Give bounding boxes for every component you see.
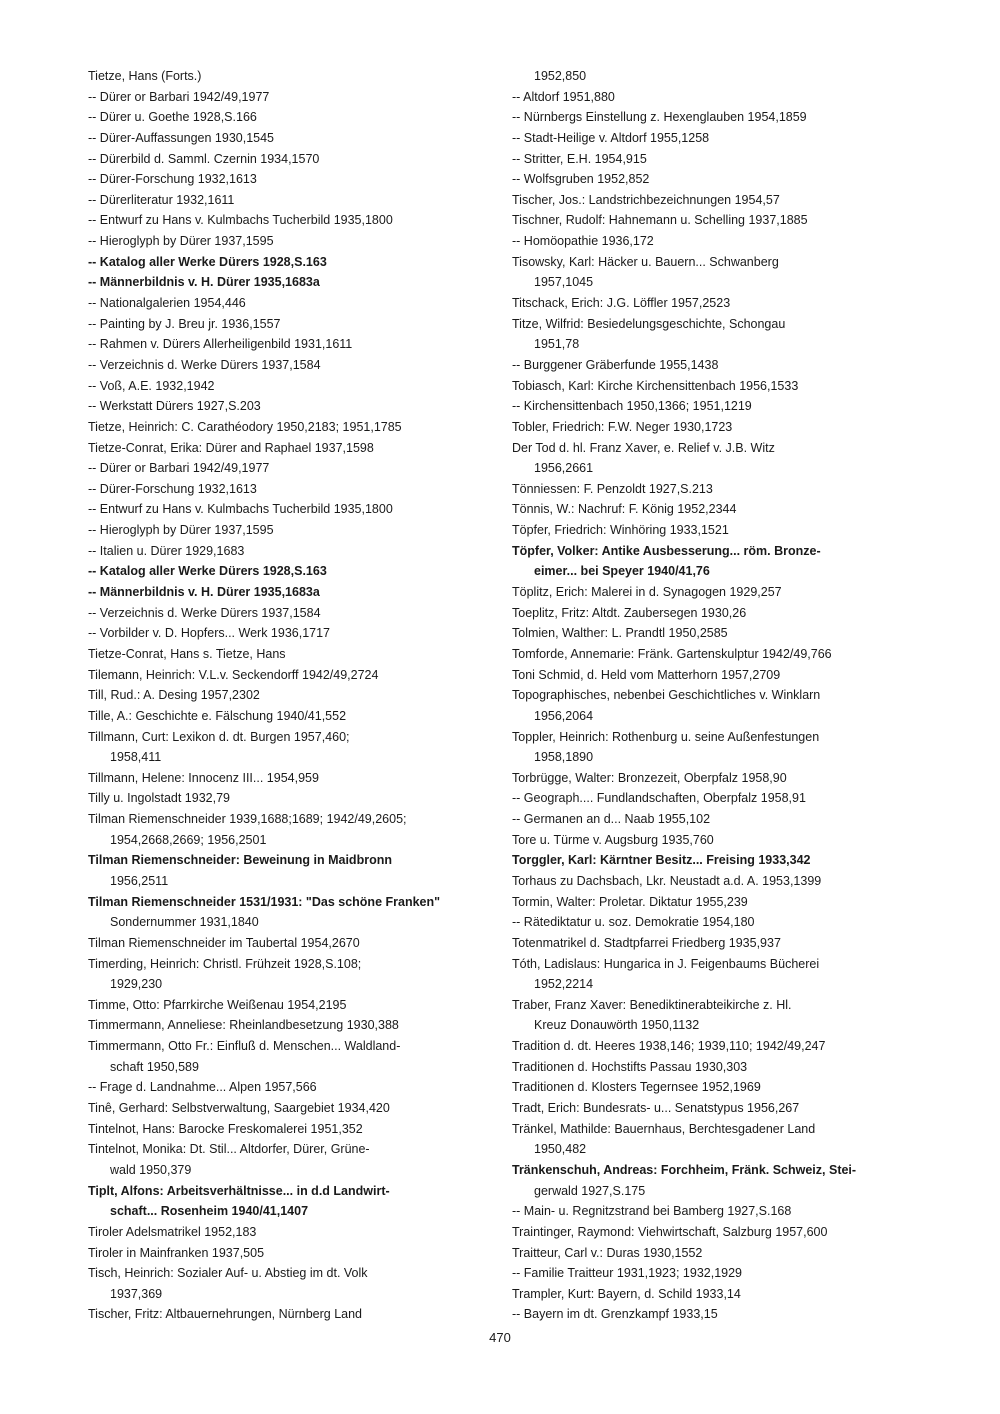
index-entry-line: gerwald 1927,S.175 [534, 1183, 646, 1198]
index-entry-line: Tormin, Walter: Proletar. Diktatur 1955,239 [512, 894, 748, 909]
index-entry-line: Töpfer, Volker: Antike Ausbesserung... röm. Bronze- [512, 543, 821, 558]
index-entry-line: 1956,2511 [110, 873, 169, 888]
index-entry-line: Tischer, Fritz: Altbauernehrungen, Nürnberg Land [88, 1307, 362, 1322]
index-entry-line: Topographisches, nebenbei Geschichtliches v. Winklarn [512, 688, 821, 703]
index-entry-line: -- Vorbilder v. D. Hopfers... Werk 1936,1717 [88, 626, 331, 641]
index-entry-line: Till, Rud.: A. Desing 1957,2302 [88, 688, 260, 703]
index-entry-line: Tietze, Heinrich: C. Carathéodory 1950,2183; 1951,1785 [88, 419, 402, 434]
index-entry-line: 1957,1045 [534, 275, 594, 290]
index-column-left [88, 66, 498, 1325]
index-entry-line: Tolmien, Walther: L. Prandtl 1950,2585 [512, 626, 728, 641]
index-entry-line: Tilman Riemenschneider 1531/1931: "Das schöne Franken" [88, 894, 441, 909]
index-entry-line: -- Frage d. Landnahme... Alpen 1957,566 [88, 1080, 317, 1095]
index-entry-line: -- Entwurf zu Hans v. Kulmbachs Tucherbild 1935,1800 [88, 213, 393, 228]
index-entry-line: Tomforde, Annemarie: Fränk. Gartenskulptur 1942/49,766 [512, 646, 832, 661]
index-entry-line: -- Dürer-Auffassungen 1930,1545 [88, 130, 274, 145]
index-entry-line: Sondernummer 1931,1840 [110, 915, 259, 930]
index-entry-line: Töplitz, Erich: Malerei in d. Synagogen 1929,257 [512, 585, 782, 600]
index-entry-line: Tisch, Heinrich: Sozialer Auf- u. Abstieg im dt. Volk [88, 1266, 368, 1281]
index-entry-line: Tradt, Erich: Bundesrats- u... Senatstypus 1956,267 [512, 1101, 800, 1116]
index-entry-line: Tilly u. Ingolstadt 1932,79 [88, 791, 230, 806]
page-number: 470 [489, 1330, 511, 1345]
index-entry-line: Traditionen d. Klosters Tegernsee 1952,1969 [512, 1080, 761, 1095]
index-entry-line: Tiroler in Mainfranken 1937,505 [88, 1245, 265, 1260]
index-entry-line: Traber, Franz Xaver: Benediktinerabteikirche z. Hl. [512, 997, 792, 1012]
index-entry-line: 1958,411 [110, 750, 162, 765]
index-entry-line: Torggler, Karl: Kärntner Besitz... Freising 1933,342 [512, 853, 811, 868]
index-entry-line: Toeplitz, Fritz: Altdt. Zaubersegen 1930,26 [512, 605, 747, 620]
index-entry-line: -- Stritter, E.H. 1954,915 [512, 151, 647, 166]
index-entry-line: -- Familie Traitteur 1931,1923; 1932,1929 [512, 1266, 742, 1281]
index-entry-line: -- Voß, A.E. 1932,1942 [88, 378, 215, 393]
index-entry-line: Timmermann, Otto Fr.: Einfluß d. Menschen... Waldland- [88, 1039, 401, 1054]
index-entry-line: -- Dürer or Barbari 1942/49,1977 [88, 89, 270, 104]
index-entry-line: -- Stadt-Heilige v. Altdorf 1955,1258 [512, 130, 710, 145]
index-entry-line: Tönniessen: F. Penzoldt 1927,S.213 [512, 481, 713, 496]
index-entry-line: Torhaus zu Dachsbach, Lkr. Neustadt a.d. A. 1953,1399 [512, 873, 822, 888]
index-entry-line: Tietze-Conrat, Hans s. Tietze, Hans [88, 646, 286, 661]
index-entry-line: -- Hieroglyph by Dürer 1937,1595 [88, 234, 274, 249]
index-entry-line: -- Italien u. Dürer 1929,1683 [88, 543, 245, 558]
index-entry-line: -- Verzeichnis d. Werke Dürers 1937,1584 [88, 605, 321, 620]
index-entry-line: -- Rätediktatur u. soz. Demokratie 1954,180 [512, 915, 755, 930]
index-entry-line: Tisowsky, Karl: Häcker u. Bauern... Schwanberg [512, 254, 779, 269]
index-entry-line: -- Werkstatt Dürers 1927,S.203 [88, 399, 261, 414]
index-entry-line: -- Nürnbergs Einstellung z. Hexenglauben 1954,1859 [512, 110, 807, 125]
index-entry-line: Traditionen d. Hochstifts Passau 1930,303 [512, 1059, 748, 1074]
index-entry-line: -- Dürerbild d. Samml. Czernin 1934,1570 [88, 151, 320, 166]
index-entry-line: 1950,482 [534, 1142, 587, 1157]
index-entry-line: Tobiasch, Karl: Kirche Kirchensittenbach 1956,1533 [512, 378, 799, 393]
index-entry-line: -- Männerbildnis v. H. Dürer 1935,1683a [88, 585, 320, 600]
index-entry-line: Tietze-Conrat, Erika: Dürer and Raphael 1937,1598 [88, 440, 374, 455]
index-entry-line: 1954,2668,2669; 1956,2501 [110, 832, 267, 847]
index-entry-line: Tilman Riemenschneider: Beweinung in Maidbronn [88, 853, 392, 868]
index-entry-line: Tillmann, Helene: Innocenz III... 1954,959 [88, 770, 319, 785]
index-entry-line: schaft... Rosenheim 1940/41,1407 [110, 1204, 309, 1219]
index-entry-line: Titze, Wilfrid: Besiedelungsgeschichte, Schongau [512, 316, 786, 331]
index-entry-line: Tränkel, Mathilde: Bauernhaus, Berchtesgadener Land [512, 1121, 816, 1136]
index-entry-line: Totenmatrikel d. Stadtpfarrei Friedberg 1935,937 [512, 935, 781, 950]
index-entry-line: -- Wolfsgruben 1952,852 [512, 172, 650, 187]
index-entry-line: -- Homöopathie 1936,172 [512, 234, 654, 249]
index-entry-line: 1952,850 [534, 69, 587, 83]
index-entry-line: -- Altdorf 1951,880 [512, 89, 615, 104]
index-entry-line: Tore u. Türme v. Augsburg 1935,760 [512, 832, 714, 847]
index-column-right [512, 66, 922, 1325]
index-entry-line: Kreuz Donauwörth 1950,1132 [534, 1018, 700, 1033]
index-entry-line: -- Hieroglyph by Dürer 1937,1595 [88, 523, 274, 538]
index-entry-line: Tönnis, W.: Nachruf: F. König 1952,2344 [512, 502, 737, 517]
index-entry-line: -- Main- u. Regnitzstrand bei Bamberg 1927,S.168 [512, 1204, 792, 1219]
index-entry-line: Trampler, Kurt: Bayern, d. Schild 1933,14 [512, 1286, 741, 1301]
index-entry-line: eimer... bei Speyer 1940/41,76 [534, 564, 710, 579]
index-entry-line: -- Rahmen v. Dürers Allerheiligenbild 1931,1611 [88, 337, 353, 352]
index-entry-line: -- Geograph.... Fundlandschaften, Oberpfalz 1958,91 [512, 791, 806, 806]
index-entry-line: 1958,1890 [534, 750, 594, 765]
index-entry-line: Toppler, Heinrich: Rothenburg u. seine Außenfestungen [512, 729, 820, 744]
index-entry-line: -- Bayern im dt. Grenzkampf 1933,15 [512, 1307, 718, 1322]
index-entry-line: Tränkenschuh, Andreas: Forchheim, Fränk. Schweiz, Stei- [512, 1162, 857, 1177]
index-entry-line: 1951,78 [534, 337, 580, 352]
index-entry-line: -- Verzeichnis d. Werke Dürers 1937,1584 [88, 357, 321, 372]
index-entry-line: Tobler, Friedrich: F.W. Neger 1930,1723 [512, 419, 733, 434]
index-entry-line: Tradition d. dt. Heeres 1938,146; 1939,110; 1942/49,247 [512, 1039, 826, 1054]
index-entry-line: schaft 1950,589 [110, 1059, 199, 1074]
index-entry-line: Titschack, Erich: J.G. Löffler 1957,2523 [512, 296, 731, 311]
index-entry-line: Timme, Otto: Pfarrkirche Weißenau 1954,2195 [88, 997, 347, 1012]
index-entry-line: Timerding, Heinrich: Christl. Frühzeit 1928,S.108; [88, 956, 362, 971]
index-entry-line: 1956,2661 [534, 461, 594, 476]
index-entry-line: 1937,369 [110, 1286, 163, 1301]
index-entry-line: 1952,2214 [534, 977, 594, 992]
index-entry-line: -- Nationalgalerien 1954,446 [88, 296, 246, 311]
index-entry-line: Tischner, Rudolf: Hahnemann u. Schelling 1937,1885 [512, 213, 808, 228]
index-entry-line: Tietze, Hans (Forts.) [88, 69, 202, 83]
index-entry-line: wald 1950,379 [110, 1162, 192, 1177]
index-entry-line: Tóth, Ladislaus: Hungarica in J. Feigenbaums Bücherei [512, 956, 820, 971]
index-entry-line: -- Painting by J. Breu jr. 1936,1557 [88, 316, 281, 331]
index-entry-line: Tille, A.: Geschichte e. Fälschung 1940/41,552 [88, 708, 347, 723]
index-entry-line: Tintelnot, Hans: Barocke Freskomalerei 1951,352 [88, 1121, 363, 1136]
index-entry-line: Timmermann, Anneliese: Rheinlandbesetzung 1930,388 [88, 1018, 399, 1033]
index-entry-line: Torbrügge, Walter: Bronzezeit, Oberpfalz 1958,90 [512, 770, 787, 785]
index-entry-line: -- Dürerliteratur 1932,1611 [88, 192, 235, 207]
index-entry-line: -- Dürer u. Goethe 1928,S.166 [88, 110, 257, 125]
index-entry-line: Tilemann, Heinrich: V.L.v. Seckendorff 1942/49,2724 [88, 667, 379, 682]
index-entry-line: Tinê, Gerhard: Selbstverwaltung, Saargebiet 1934,420 [88, 1101, 390, 1116]
index-entry-line: -- Germanen an d... Naab 1955,102 [512, 812, 711, 827]
index-entry-line: Traintinger, Raymond: Viehwirtschaft, Salzburg 1957,600 [512, 1224, 828, 1239]
index-entry-line: -- Dürer or Barbari 1942/49,1977 [88, 461, 270, 476]
index-entry-line: -- Dürer-Forschung 1932,1613 [88, 172, 257, 187]
index-entry-line: Tillmann, Curt: Lexikon d. dt. Burgen 1957,460; [88, 729, 350, 744]
index-entry-line: Tilman Riemenschneider 1939,1688;1689; 1942/49,2605; [88, 812, 407, 827]
index-entry-line: Tintelnot, Monika: Dt. Stil... Altdorfer, Dürer, Grüne- [88, 1142, 370, 1157]
index-entry-line: -- Kirchensittenbach 1950,1366; 1951,1219 [512, 399, 752, 414]
index-entry-line: -- Burggener Gräberfunde 1955,1438 [512, 357, 719, 372]
index-entry-line: Tischer, Jos.: Landstrichbezeichnungen 1954,57 [512, 192, 780, 207]
index-entry-line: -- Dürer-Forschung 1932,1613 [88, 481, 257, 496]
index-entry-line: Toni Schmid, d. Held vom Matterhorn 1957,2709 [512, 667, 781, 682]
index-entry-line: 1956,2064 [534, 708, 594, 723]
index-entry-line: Töpfer, Friedrich: Winhöring 1933,1521 [512, 523, 729, 538]
index-entry-line: Tilman Riemenschneider im Taubertal 1954,2670 [88, 935, 360, 950]
index-entry-line: Traitteur, Carl v.: Duras 1930,1552 [512, 1245, 703, 1260]
index-entry-line: Tiroler Adelsmatrikel 1952,183 [88, 1224, 257, 1239]
index-entry-line: -- Entwurf zu Hans v. Kulmbachs Tucherbild 1935,1800 [88, 502, 393, 517]
index-entry-line: -- Männerbildnis v. H. Dürer 1935,1683a [88, 275, 320, 290]
index-entry-line: Tiplt, Alfons: Arbeitsverhältnisse... in d.d Landwirt- [88, 1183, 390, 1198]
index-entry-line: -- Katalog aller Werke Dürers 1928,S.163 [88, 564, 327, 579]
index-entry-line: Der Tod d. hl. Franz Xaver, e. Relief v. J.B. Witz [512, 440, 775, 455]
index-entry-line: -- Katalog aller Werke Dürers 1928,S.163 [88, 254, 327, 269]
index-entry-line: 1929,230 [110, 977, 163, 992]
